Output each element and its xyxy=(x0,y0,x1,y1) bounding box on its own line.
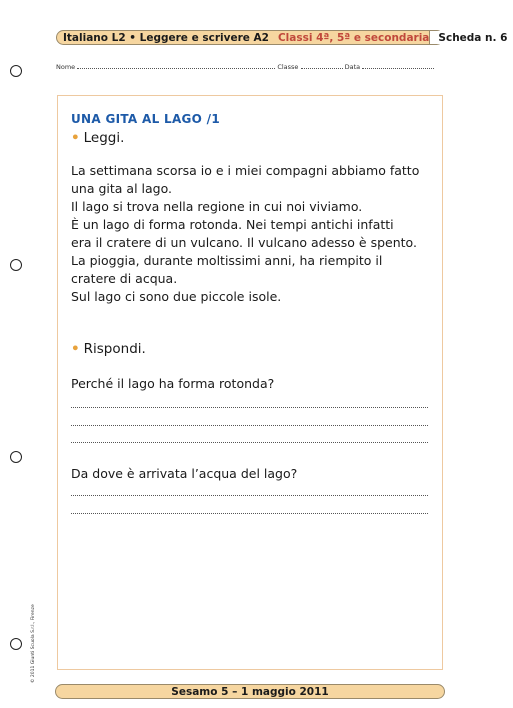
text-line: Sul lago ci sono due piccole isole. xyxy=(71,289,282,304)
class-field[interactable] xyxy=(301,63,343,69)
text-line: La settimana scorsa io e i miei compagni abbiamo fatto xyxy=(71,163,420,178)
text-line: era il cratere di un vulcano. Il vulcano adesso è spento. xyxy=(71,235,417,250)
text-line: una gita al lago. xyxy=(71,181,172,196)
copyright-note: © 2011 Giunti Scuola S.r.l., Firenze xyxy=(31,604,36,683)
read-instruction xyxy=(71,130,124,146)
bullet-icon: • xyxy=(71,130,80,146)
question-1: Perché il lago ha forma rotonda? xyxy=(71,376,275,391)
date-label: Data xyxy=(344,63,361,71)
read-instruction-label: Leggi. xyxy=(83,130,125,146)
text-line: cratere di acqua. xyxy=(71,271,178,286)
text-line: Il lago si trova nella regione in cui noi viviamo. xyxy=(71,199,363,214)
header-sheet-number: Scheda n. 6 xyxy=(429,31,513,44)
exercise-title: UNA GITA AL LAGO /1 xyxy=(71,112,220,126)
date-field[interactable] xyxy=(362,63,434,69)
binder-hole-3 xyxy=(10,451,22,463)
class-label: Classe xyxy=(277,63,299,71)
answer-line[interactable] xyxy=(71,442,428,443)
binder-hole-4 xyxy=(10,638,22,650)
answer-instruction xyxy=(71,341,146,357)
footer-band xyxy=(55,684,445,699)
name-field[interactable] xyxy=(77,63,275,69)
question-2: Da dove è arrivata l’acqua del lago? xyxy=(71,466,298,481)
footer-label: Sesamo 5 – 1 maggio 2011 xyxy=(171,685,329,698)
name-class-date-bar xyxy=(56,63,444,71)
header-band xyxy=(56,30,508,45)
answer-line[interactable] xyxy=(71,425,428,426)
bullet-icon: • xyxy=(71,341,80,357)
text-line: È un lago di forma rotonda. Nei tempi antichi infatti xyxy=(71,217,394,232)
answer-line[interactable] xyxy=(71,495,428,496)
name-label: Nome xyxy=(56,63,76,71)
binder-hole-2 xyxy=(10,259,22,271)
answer-line[interactable] xyxy=(71,407,428,408)
reading-text xyxy=(71,162,431,306)
answer-line[interactable] xyxy=(71,513,428,514)
text-line: La pioggia, durante moltissimi anni, ha riempito il xyxy=(71,253,383,268)
answer-instruction-label: Rispondi. xyxy=(83,341,146,357)
binder-hole-1 xyxy=(10,65,22,77)
header-classes: Classi 4ª, 5ª e secondaria xyxy=(277,31,430,44)
header-subject: Italiano L2 • Leggere e scrivere A2 xyxy=(63,31,269,44)
